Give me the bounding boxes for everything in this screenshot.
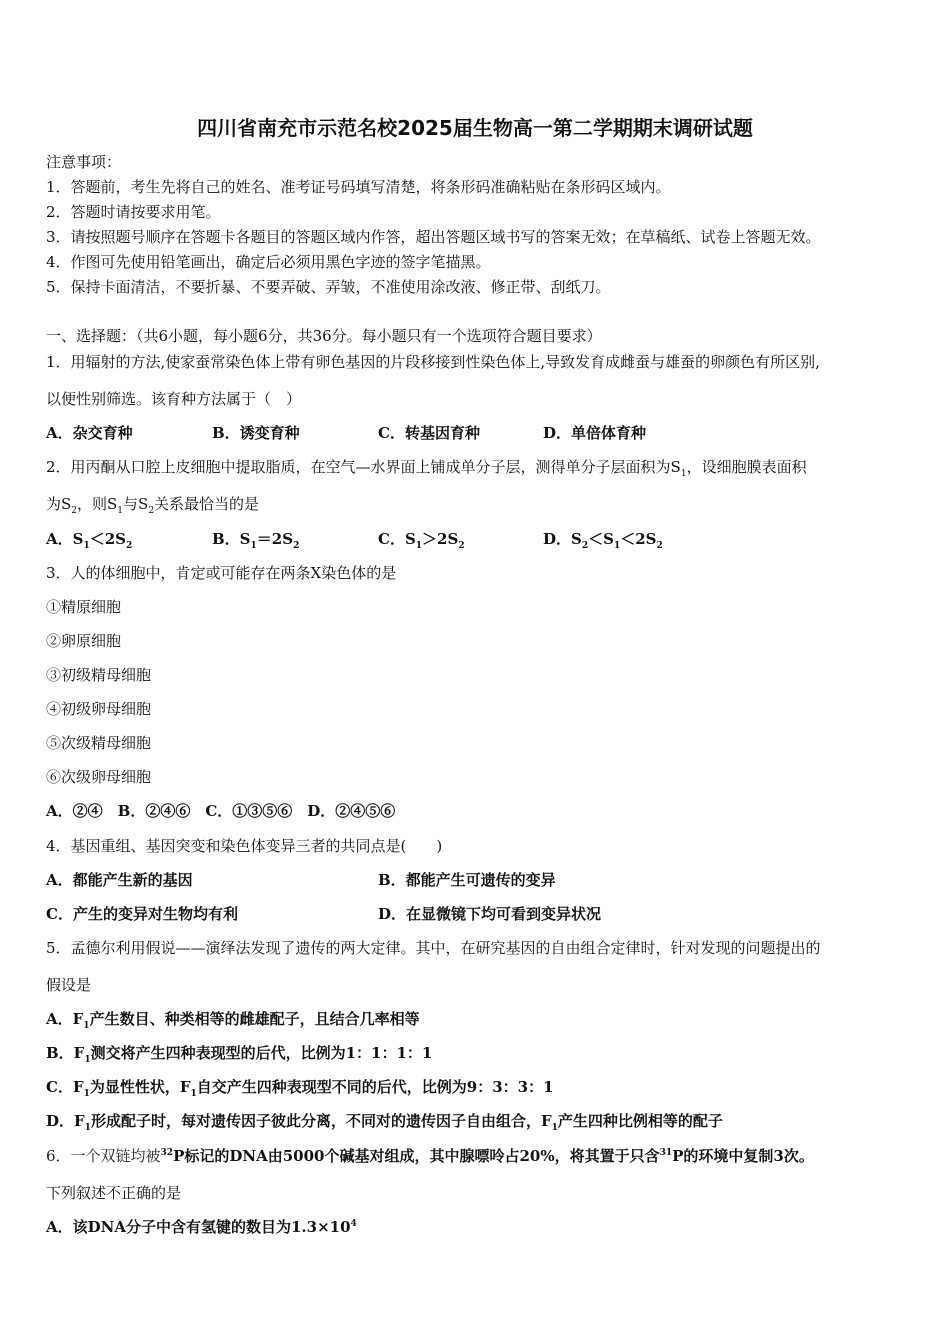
q2-option-d: D．$S_2<S_1<2S_2$ [543,530,663,551]
q3-item-5: ⑤次级精母细胞 [46,734,152,752]
q5-option-d: D．$F_1$形成配子时，每对遗传因子彼此分离，不同对的遗传因子自由组合，$F_1$产生四种比例相等的配子 [46,1112,723,1133]
notice-item-3: 3．请按照题号顺序在答题卡各题目的答题区域内作答，超出答题区域书写的答案无效；在草稿纸、试卷上答题无效。 [46,228,821,246]
notice-item-5: 5．保持卡面清洁，不要折暴、不要弄破、弄皱，不准使用涂改液、修正带、刮纸刀。 [46,278,611,296]
q2-option-c: C．$S_1>2S_2$ [378,530,465,551]
q5-option-a: A．$F_1$产生数目、种类相等的雌雄配子，且结合几率相等 [46,1010,420,1031]
q4-option-c: C．产生的变异对生物均有利 [46,905,238,923]
q4-option-a: A．都能产生新的基因 [46,871,193,889]
q1-option-b: B．诱变育种 [212,424,300,442]
q5-option-c: C．$F_1$为显性性状，$F_1$自交产生四种表现型不同的后代，比例为9：3：3：1 [46,1078,554,1099]
page-title: 四川省南充市示范名校2025届生物高一第二学期期末调研试题 [197,116,753,140]
q3-item-6: ⑥次级卵母细胞 [46,768,152,786]
q5-option-b: B．$F_1$测交将产生四种表现型的后代，比例为1：1：1：1 [46,1044,433,1065]
q1-stem-line1: 1．用辐射的方法,使家蚕常染色体上带有卵色基因的片段移接到性染色体上,导致发育成雌蚕与雄蚕的卵颜色有所区别, [46,353,820,371]
q1-option-a: A．杂交育种 [46,424,133,442]
q6-stem-line2: 下列叙述不正确的是 [46,1184,182,1202]
q3-item-3: ③初级精母细胞 [46,666,152,684]
q4-option-d: D．在显微镜下均可看到变异状况 [378,905,602,923]
section-heading: 一、选择题：（共6小题，每小题6分，共36分。每小题只有一个选项符合题目要求） [46,327,602,345]
notice-item-2: 2．答题时请按要求用笔。 [46,203,221,221]
q6-option-a: A．该DNA分子中含有氢键的数目为$1.3\times 10^4$ [46,1218,357,1236]
q4-stem: 4．基因重组、基因突变和染色体变异三者的共同点是( ) [46,837,443,855]
notice-item-4: 4．作图可先使用铅笔画出，确定后必须用黑色字迹的签字笔描黑。 [46,253,491,271]
q3-item-4: ④初级卵母细胞 [46,700,152,718]
q5-stem-line2: 假设是 [46,976,92,994]
q3-stem: 3．人的体细胞中，肯定或可能存在两条X染色体的是 [46,564,397,582]
q3-item-1: ①精原细胞 [46,598,122,616]
q1-stem-line2: 以便性别筛选。该育种方法属于（ ） [46,390,302,408]
q3-options: A．②④ B．②④⑥ C．①③⑤⑥ D．②④⑤⑥ [46,802,396,820]
q4-option-b: B．都能产生可遗传的变异 [378,871,556,889]
q2-stem-line1: 2．用丙酮从口腔上皮细胞中提取脂质，在空气—水界面上铺成单分子层，测得单分子层面积为$S_1$，设细胞膜表面积 [46,458,807,479]
q2-option-a: A．$S_1<2S_2$ [46,530,133,551]
q5-stem-line1: 5．孟德尔利用假说——演绎法发现了遗传的两大定律。其中，在研究基因的自由组合定律时，针对发现的问题提出的 [46,939,821,957]
q2-option-b: B．$S_1=2S_2$ [212,530,300,551]
q1-option-d: D．单倍体育种 [543,424,647,442]
notice-item-1: 1．答题前，考生先将自己的姓名、准考证号码填写清楚，将条形码准确粘贴在条形码区域内。 [46,178,671,196]
notice-heading: 注意事项： [46,153,122,171]
q3-item-2: ②卵原细胞 [46,632,122,650]
q1-option-c: C．转基因育种 [378,424,480,442]
q6-stem-line1: 6．一个双链均被$^{32}$P标记的DNA由5000个碱基对组成，其中腺嘌呤占20%，将其置于只含$^{31}$P的环境中复制3次。 [46,1147,814,1165]
q2-stem-line2: 为$S_2$，则$S_1$与$S_2$关系最恰当的是 [46,495,260,516]
